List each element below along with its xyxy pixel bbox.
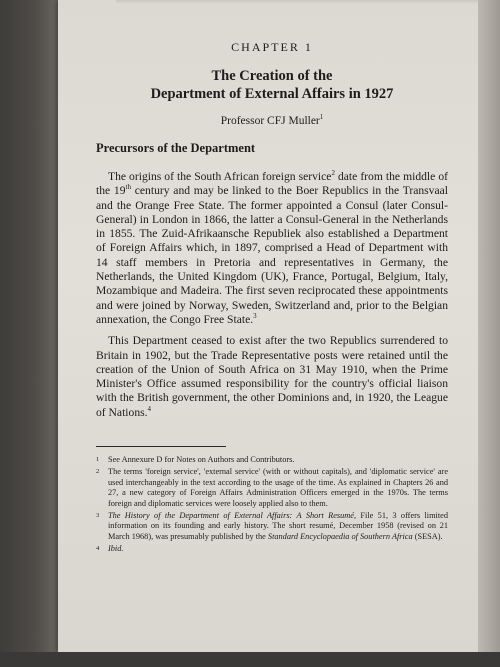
footnote-3-text-b: (SESA). (412, 531, 443, 541)
page-edge-stack (478, 0, 500, 652)
author-line (96, 115, 448, 127)
footnote-4-text: Ibid. (108, 544, 124, 554)
p1-text-a: The origins of the South African foreign service (108, 170, 332, 183)
paragraph-2 (96, 334, 448, 420)
chapter-title (96, 67, 448, 103)
footnote-ref-1: 1 (319, 113, 324, 122)
paragraph-1 (96, 170, 448, 327)
footnote-3-italic-title: The History of the Department of External Affairs: A Short Resumé, (108, 511, 357, 521)
page-content (96, 40, 448, 557)
book-page (58, 0, 478, 652)
footnote-3-number: 3 (96, 512, 100, 520)
p2-text-a: This Department ceased to exist after the two Republics surrendered to Britain in 1902, but the Trade Representative posts were retained until the creation of the Union of South Africa on 31 May 1910, when the Prime Minister's Office assumed responsibility for the country's official liaison with the British government, the other Dominions and, in 1920, the League of Nations. (96, 334, 448, 419)
footnote-2-number: 2 (96, 468, 100, 476)
ordinal-sup: th (125, 183, 131, 192)
section-heading: Precursors of the Department (96, 141, 256, 155)
footnote-1-number: 1 (96, 456, 100, 464)
footnote-divider (96, 446, 226, 447)
p1-text-b: date from the middle of the 19 (96, 170, 448, 198)
chapter-title-line2: Department of External Affairs in 1927 (150, 86, 394, 102)
page-top-shadow (116, 0, 500, 4)
footnote-ref-3: 3 (253, 312, 257, 321)
footnote-ref-4: 4 (147, 404, 152, 413)
footnote-3-text-a: File 51, 3 offers limited information on its founding and early history. The short resumé, December 1958 (revised on 21 March 1968), was presumably published by the (108, 511, 448, 541)
footnote-1-text: See Annexure D for Notes on Authors and Contributors. (108, 455, 295, 465)
footnote-ref-2: 2 (331, 169, 335, 178)
footnote-1 (96, 455, 448, 465)
chapter-title-line1: The Creation of the (211, 68, 333, 84)
footnote-2-text: The terms 'foreign service', 'external service' (with or without capitals), and 'diplomatic service' are used interchangeably in the text according to the usage of the time. As explained in Chapters 26 and 27, a new category of Foreign Affairs Administration Officers emerged in the 1970s. The terms foreign and diplomatic services were loosely applied also to them. (108, 467, 448, 508)
footnote-4 (96, 544, 448, 554)
footnote-3 (96, 511, 448, 542)
bottom-shadow-band (0, 652, 500, 667)
p1-text-c: century and may be linked to the Boer Republics in the Transvaal and the Orange Free State. The former appointed a Consul (later Consul-General) in London in 1866, the latter a Consul-General in the Netherlands in 1855. The Zuid-Afrikaansche Republiek also established a Department of Foreign Affairs which, in 1897, comprised a Head of Department with 14 staff members in Pretoria and representatives in Germany, the Netherlands, the United Kingdom (UK), France, Portugal, Belgium, Italy, Mozambique and Madeira. The first seven reciprocated these appointments and were joined by Norway, Sweden, Switzerland and, prior to the Belgian annexation, the Congo Free State. (96, 184, 448, 326)
footnote-2 (96, 467, 448, 509)
author-name: Professor CFJ Muller (220, 115, 320, 127)
book-spine-left (0, 0, 58, 667)
footnote-3-italic-source: Standard Encyclopaedia of Southern Africa (267, 531, 413, 541)
footnote-4-number: 4 (96, 545, 100, 553)
chapter-label: CHAPTER 1 (231, 40, 313, 54)
